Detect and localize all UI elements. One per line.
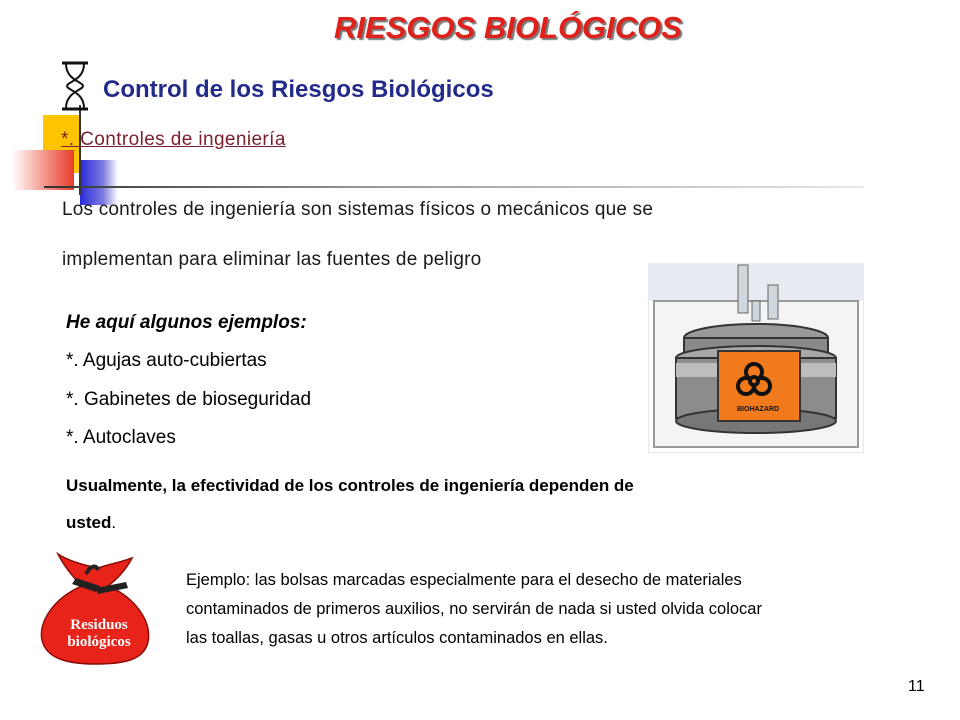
example-item: *. Agujas auto-cubiertas: [66, 350, 267, 371]
note-period: .: [111, 513, 117, 532]
paragraph-line: Los controles de ingeniería son sistemas físicos o mecánicos que se: [62, 199, 654, 220]
note-line: [66, 513, 116, 533]
page-number: 11: [908, 678, 925, 695]
decor-red-block: [12, 150, 74, 190]
hourglass-icon: [58, 60, 92, 112]
example-paragraph-line: las toallas, gasas u otros artículos contaminados en ellas.: [186, 629, 608, 647]
biohazard-label: BIOHAZARD: [737, 406, 779, 413]
bag-label-line: biológicos: [67, 634, 131, 650]
example-item: *. Gabinetes de bioseguridad: [66, 389, 312, 410]
examples-heading: He aquí algunos ejemplos:: [66, 312, 307, 333]
biohazard-container-image: [648, 263, 864, 453]
note-line: Usualmente, la efectividad de los controles de ingeniería dependen de: [66, 476, 634, 495]
decor-horizontal-line: [44, 186, 864, 188]
paragraph-line: implementan para eliminar las fuentes de peligro: [62, 249, 482, 270]
bag-label-line: Residuos: [70, 617, 128, 633]
example-paragraph-line: Ejemplo: las bolsas marcadas especialmente para el desecho de materiales: [186, 571, 742, 589]
bag-label: [40, 617, 158, 651]
slide-title: RIESGOS BIOLÓGICOS: [334, 10, 682, 45]
section-title: *. Controles de ingeniería: [61, 129, 286, 150]
example-item: *. Autoclaves: [66, 427, 176, 448]
example-paragraph-line: contaminados de primeros auxilios, no servirán de nada si usted olvida colocar: [186, 600, 762, 618]
subtitle: Control de los Riesgos Biológicos: [103, 76, 494, 103]
note-emphasis: usted: [66, 513, 112, 532]
